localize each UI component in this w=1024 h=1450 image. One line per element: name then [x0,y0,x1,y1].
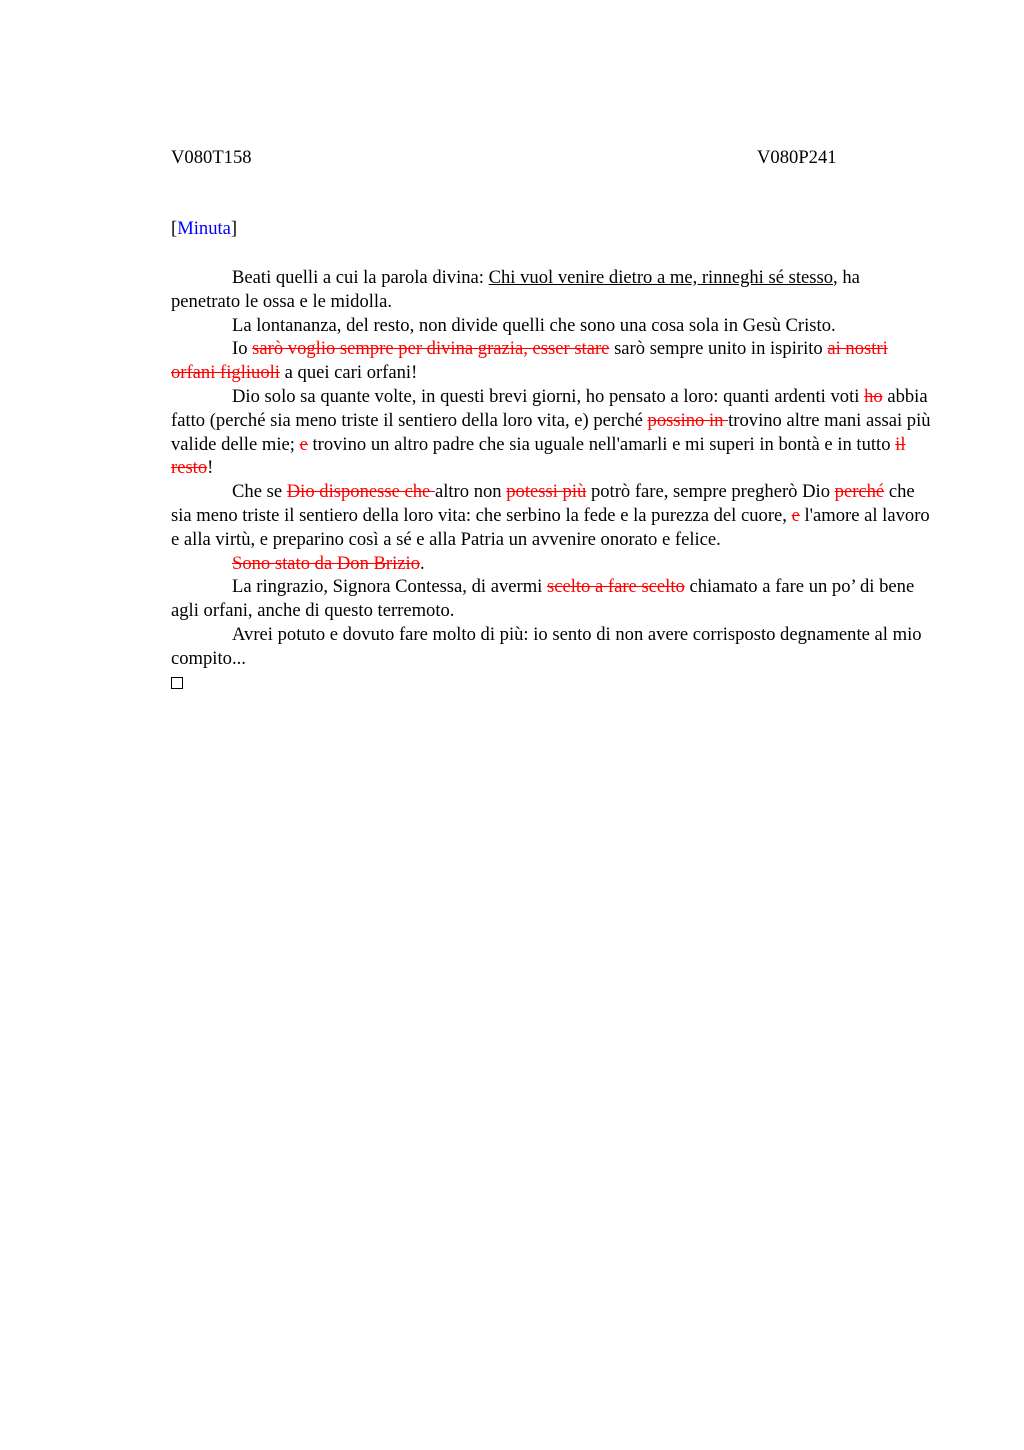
deleted-text: Sono stato da Don Brizio [232,552,420,574]
text-run: La ringrazio, Signora Contessa, di avermi [232,576,547,598]
text-run: , ha penetrato le ossa e le midolla. [171,267,860,312]
square-outline-icon [171,677,183,689]
document-type-label [171,217,237,241]
deleted-text: Dio disponesse che [286,481,435,503]
text-run: trovino altre mani assai più valide delle mie; [171,409,931,455]
text-run: altro non [434,481,507,503]
deleted-text: perché [834,481,885,503]
text-run: che sia meno triste il sentiero della loro vita: che serbino la fede e la purezza del cuore, [171,481,915,526]
paragraph-7 [171,575,931,623]
deleted-text: possino in [647,409,729,431]
underlined-quote: Chi vuol venire dietro a me, rinneghi sé stesso [488,267,834,288]
text-run: . [420,552,425,574]
paragraph-2 [171,314,931,338]
text-run: ! [207,457,214,479]
text-run: Avrei potuto e dovuto fare molto di più: io sento di non avere corrisposto degnamente al mio compito... [171,623,922,669]
text-run: l'amore al lavoro e alla virtù, e preparino così a sé e alla Patria un avvenire onorato e felice. [171,504,930,550]
paragraph-5 [171,480,931,551]
document-type-link[interactable]: Minuta [177,218,231,239]
text-run: Che se [232,481,287,503]
deleted-text: il resto [171,433,906,479]
end-marker-line [171,671,931,695]
text-run: potrò fare, sempre pregherò Dio [586,481,835,503]
deleted-text: sarò voglio sempre per divina grazia, esser stare [252,338,610,360]
text-run: chiamato a fare un po’ di bene agli orfani, anche di questo terremoto. [171,576,915,622]
text-run: a quei cari orfani! [279,362,418,384]
deleted-text: ai nostri orfani figliuoli [171,338,888,384]
text-run: Dio solo sa quante volte, in questi brevi giorni, ho pensato a loro: quanti ardenti voti [232,385,865,407]
paragraph-4 [171,385,931,480]
text-run: Beati quelli a cui la parola divina: [232,267,489,288]
text-run: abbia fatto (perché sia meno triste il sentiero della loro vita, e) perché [171,385,928,431]
page-code: V080P241 [757,147,837,168]
deleted-text: ho [864,385,883,407]
paragraph-3 [171,337,931,385]
deleted-text: potessi più [506,481,587,503]
close-bracket: ] [230,218,238,239]
deleted-text: scelto a fare scelto [546,576,685,598]
paragraph-6 [171,552,931,576]
text-run: La lontananza, del resto, non divide quelli che sono una cosa sola in Gesù Cristo. [232,314,836,336]
letter-body [171,266,931,694]
paragraph-1 [171,266,931,314]
document-code: V080T158 [171,147,252,168]
open-bracket: [ [171,218,178,239]
deleted-text: e [299,433,308,455]
deleted-text: e [791,504,800,526]
text-run: trovino un altro padre che sia uguale nell'amarli e mi superi in bontà e in tutto [307,433,896,455]
text-run: sarò sempre unito in ispirito [609,338,828,360]
text-run: Io [232,338,253,360]
paragraph-8 [171,623,931,671]
